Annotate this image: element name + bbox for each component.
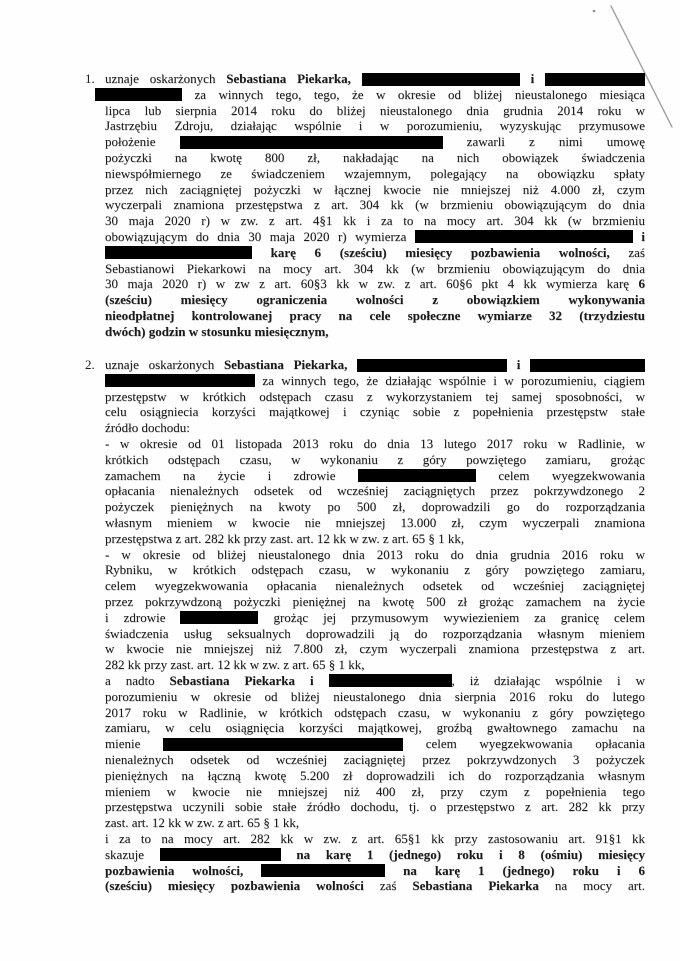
text-line: [105, 878, 645, 894]
text-line: [105, 673, 645, 689]
text-segment: zast. art. 12 kk w zw. z art. 65 § 1 kk,: [105, 815, 300, 831]
text-line: [105, 847, 645, 863]
paragraph-2: [85, 357, 647, 894]
text-segment: Rybniku, w krótkich odstępach czasu, w wykonaniu z góry powziętego zamiaru,: [105, 562, 645, 578]
text-segment: na karę 1 (jednego) roku i 6: [385, 862, 645, 878]
text-segment: mieniem w kwocie nie mniejszej niż 400 zł, przy czym z popełnienia tego: [105, 783, 645, 799]
text-segment: zaś: [379, 878, 413, 894]
text-segment: własnym mieniem w kwocie nie mniejszej 13.000 zł, czym wyczerpali znamiona: [105, 514, 645, 530]
text-segment: w kwocie nie mniejszej niż 7.800 zł, czym wyczerpali znamiona przestępstwa z art.: [105, 641, 645, 657]
text-line: [105, 245, 645, 261]
text-line: [105, 166, 645, 182]
text-line: [105, 705, 645, 721]
text-line: [105, 799, 645, 815]
text-line: [105, 373, 645, 389]
text-segment: pozbawienia wolności,: [105, 862, 262, 878]
text-segment: przestępstwa uczynili sobie stałe źródło dochodu, tj. o przestępstwo z art. 282 kk przy: [105, 799, 645, 815]
text-segment: celem wyegzekwowania: [475, 467, 645, 483]
redaction-bar: [95, 88, 182, 101]
text-segment: Sebastiana Piekarka i: [169, 672, 329, 688]
text-segment: - w okresie od bliżej nieustalonego dnia 2013 roku do dnia grudnia 2016 roku w: [105, 546, 645, 562]
text-segment: krótkich odstępach czasu, w wykonaniu z góry powziętego zamiaru, grożąc: [105, 451, 645, 467]
text-line: [105, 134, 645, 150]
text-segment: za winnych tego, że działając wspólnie i w porozumieniu, ciągiem: [255, 372, 645, 388]
text-segment: (sześciu) miesięcy pozbawienia wolności: [105, 878, 380, 894]
text-line: [105, 213, 645, 229]
text-line: [105, 626, 645, 642]
redaction-bar: [358, 469, 476, 482]
text-segment: na karę 1 (jednego) roku i 8 (ośmiu) miesięcy: [280, 846, 646, 862]
text-line: [105, 610, 645, 626]
text-segment: Sebastiana Piekarka,: [226, 71, 362, 86]
text-line: [105, 150, 645, 166]
text-line: [105, 404, 645, 420]
text-line: [105, 499, 645, 515]
text-segment: Sebastiana Piekarka,: [223, 357, 358, 372]
paragraph-number: 2.: [85, 357, 95, 372]
text-line: [105, 118, 645, 134]
text-line: [105, 594, 645, 610]
text-line: [105, 103, 645, 119]
scan-speck: [593, 10, 596, 13]
text-segment: zaś: [609, 244, 645, 260]
text-line: [105, 736, 645, 752]
text-segment: przestępstwa z art. 282 kk przy zast. art. 12 kk w zw. z art. 65 § 1 kk,: [105, 530, 465, 546]
text-segment: 282 kk przy zast. art. 12 kk w zw. z art. 65 § 1 kk,: [105, 657, 365, 673]
text-segment: Sebastiana Piekarka: [412, 878, 555, 894]
text-line: [105, 71, 645, 87]
text-segment: położenie: [105, 134, 180, 150]
text-segment: Sebastianowi Piekarkowi na mocy art. 304 kk (w brzmieniu obowiązującym do dnia: [105, 260, 645, 276]
text-line: [105, 689, 645, 705]
text-line: [105, 768, 645, 784]
text-segment: pożyczki na kwotę 800 zł, nakładając na nich obowiązek świadczenia: [105, 149, 645, 165]
text-line: [105, 357, 645, 373]
redaction-bar: [545, 73, 645, 86]
text-line: [105, 815, 645, 831]
text-segment: skazuje: [105, 846, 160, 862]
text-segment: grożąc jej przymusowym wywiezieniem za granicę celem: [258, 609, 646, 625]
text-line: [105, 720, 645, 736]
text-segment: celem wyegzekwowania opłacania: [403, 736, 645, 752]
text-line: [105, 578, 645, 594]
text-segment: niewspółmiernego ze świadczeniem wzajemnym, polegający na obowiązku spłaty: [105, 165, 645, 181]
text-segment: celem wyegzekwowania opłacania nienależnych odsetek od wcześniej zaciągniętej: [105, 578, 645, 594]
text-segment: obowiązującym do dnia 30 maja 2020 r) wymierza: [105, 228, 415, 244]
redaction-bar: [163, 738, 403, 751]
redaction-bar: [180, 136, 443, 149]
text-segment: uznaje oskarżonych: [105, 71, 227, 86]
text-segment: 30 maja 2020 r) w zw. z art. 4§1 kk i za to na mocy art. 304 kk (w brzmieniu: [105, 213, 645, 229]
text-segment: zamiaru, w celu osiągnięcia korzyści majątkowej, groźbą gwałtownego zamachu na: [105, 720, 645, 736]
text-segment: 6: [638, 276, 645, 292]
text-segment: - w okresie od 01 listopada 2013 roku do dnia 13 lutego 2017 roku w Radlinie, w: [105, 435, 645, 451]
text-line: [105, 229, 645, 245]
text-segment: wyczerpali znamiona przestępstwa z art. 304 kk (w brzmieniu obowiązującym do dnia: [105, 197, 645, 213]
text-line: [105, 562, 645, 578]
redaction-bar: [180, 611, 258, 624]
text-line: [105, 276, 645, 292]
text-segment: porozumieniu w okresie od bliżej nieustalonego dnia sierpnia 2016 roku do lutego: [105, 688, 645, 704]
text-line: [105, 87, 645, 103]
redaction-bar: [105, 246, 252, 259]
text-line: [105, 324, 645, 340]
text-segment: zamachem na życie i zdrowie: [105, 467, 358, 483]
text-segment: pożyczek pieniężnych na kwoty po 500 zł, doprowadzili go do rozporządzania: [105, 499, 645, 515]
text-line: [105, 657, 645, 673]
text-segment: a nadto: [105, 672, 170, 688]
text-line: [105, 308, 645, 324]
text-line: [105, 831, 645, 847]
text-segment: 2017 roku w Radlinie, w krótkich odstępach czasu, w wykonaniu z góry powziętego: [105, 704, 645, 720]
redaction-bar: [160, 848, 281, 861]
text-line: [105, 197, 645, 213]
text-line: [105, 531, 645, 547]
text-line: [105, 452, 645, 468]
text-segment: Jastrzębiu Zdroju, działając wspólnie i w porozumieniu, wyzyskując przymusowe: [105, 118, 645, 134]
text-line: [105, 752, 645, 768]
text-segment: za winnych tego, tego, że w okresie od bliżej nieustalonego miesiąca: [182, 86, 645, 102]
redaction-bar: [329, 674, 452, 687]
text-segment: przez pokrzywdzoną pożyczki pieniężnej na kwotę 500 zł grożąc zamachem na życie: [105, 593, 645, 609]
text-line: [105, 389, 645, 405]
text-line: [105, 436, 645, 452]
text-line: [105, 261, 645, 277]
redaction-bar: [261, 864, 385, 877]
text-line: [105, 547, 645, 563]
text-segment: świadczenia usług seksualnych doprowadzili ją do rozporządzania własnym mieniem: [105, 625, 645, 641]
text-segment: lipca lub sierpnia 2014 roku do bliżej nieustalonego dnia grudnia 2014 roku w: [105, 102, 645, 118]
text-segment: opłacania nienależnych odsetek od wcześniej zaciągniętych przez pokrzywdzonego 2: [105, 483, 645, 499]
text-segment: , iż działając wspólnie i w: [451, 672, 646, 688]
text-segment: mienie: [105, 736, 164, 752]
text-line: [105, 863, 645, 879]
text-segment: (sześciu) miesięcy ograniczenia wolności z obowiązkiem wykonywania: [105, 292, 645, 308]
text-segment: dwóch) godzin w stosunku miesięcznym,: [105, 323, 329, 339]
text-line: [105, 515, 645, 531]
text-segment: na mocy art.: [554, 878, 645, 894]
text-segment: i zdrowie: [105, 609, 181, 625]
text-line: [105, 468, 645, 484]
redaction-bar: [357, 359, 507, 372]
text-segment: przez nich zaciągniętej pożyczki w łącznej kwocie nie mniejszej niż 4.000 zł, czym: [105, 181, 645, 197]
text-line: [105, 182, 645, 198]
redaction-bar: [530, 359, 645, 372]
redaction-bar: [362, 73, 520, 86]
text-line: [105, 641, 645, 657]
text-segment: zawarli z nimi umowę: [442, 134, 645, 150]
text-segment: i: [519, 71, 546, 86]
text-segment: i: [507, 357, 530, 372]
paragraph-number: 1.: [85, 71, 95, 86]
text-segment: pieniężnych na łączną kwotę 5.200 zł doprowadzili ich do rozporządzania własnym: [105, 767, 645, 783]
text-segment: źródło dochodu:: [105, 420, 190, 436]
text-segment: celu osiągniecia korzyści majątkowej i czyniąc sobie z popełnienia przestępstw stałe: [105, 404, 645, 420]
paragraph-1: [85, 71, 647, 340]
text-line: [105, 483, 645, 499]
text-segment: 30 maja 2020 r) w zw z art. 60§3 kk w zw. z art. 60§6 pkt 4 kk wymierza karę: [105, 276, 639, 292]
text-line: [105, 784, 645, 800]
text-segment: i za to na mocy art. 282 kk w zw. z art. 65§1 kk przy zastosowaniu art. 91§1 kk: [105, 830, 645, 846]
text-line: [105, 292, 645, 308]
text-segment: przestępstw w krótkich odstępach czasu z wykorzystaniem tej samej sposobności, w: [105, 388, 645, 404]
redaction-bar: [105, 374, 255, 387]
redaction-bar: [415, 230, 633, 243]
text-segment: nienależnych odsetek od wcześniej zaciągniętej przez pokrzywdzonych 3 pożyczek: [105, 751, 645, 767]
text-segment: nieodpłatnej kontrolowanej pracy na cele społeczne wymiarze 32 (trzydziestu: [105, 307, 645, 323]
text-segment: uznaje oskarżonych: [105, 357, 224, 372]
text-segment: karę 6 (sześciu) miesięcy pozbawienia wolności,: [252, 244, 610, 260]
text-line: [105, 420, 645, 436]
text-segment: i: [632, 228, 645, 244]
